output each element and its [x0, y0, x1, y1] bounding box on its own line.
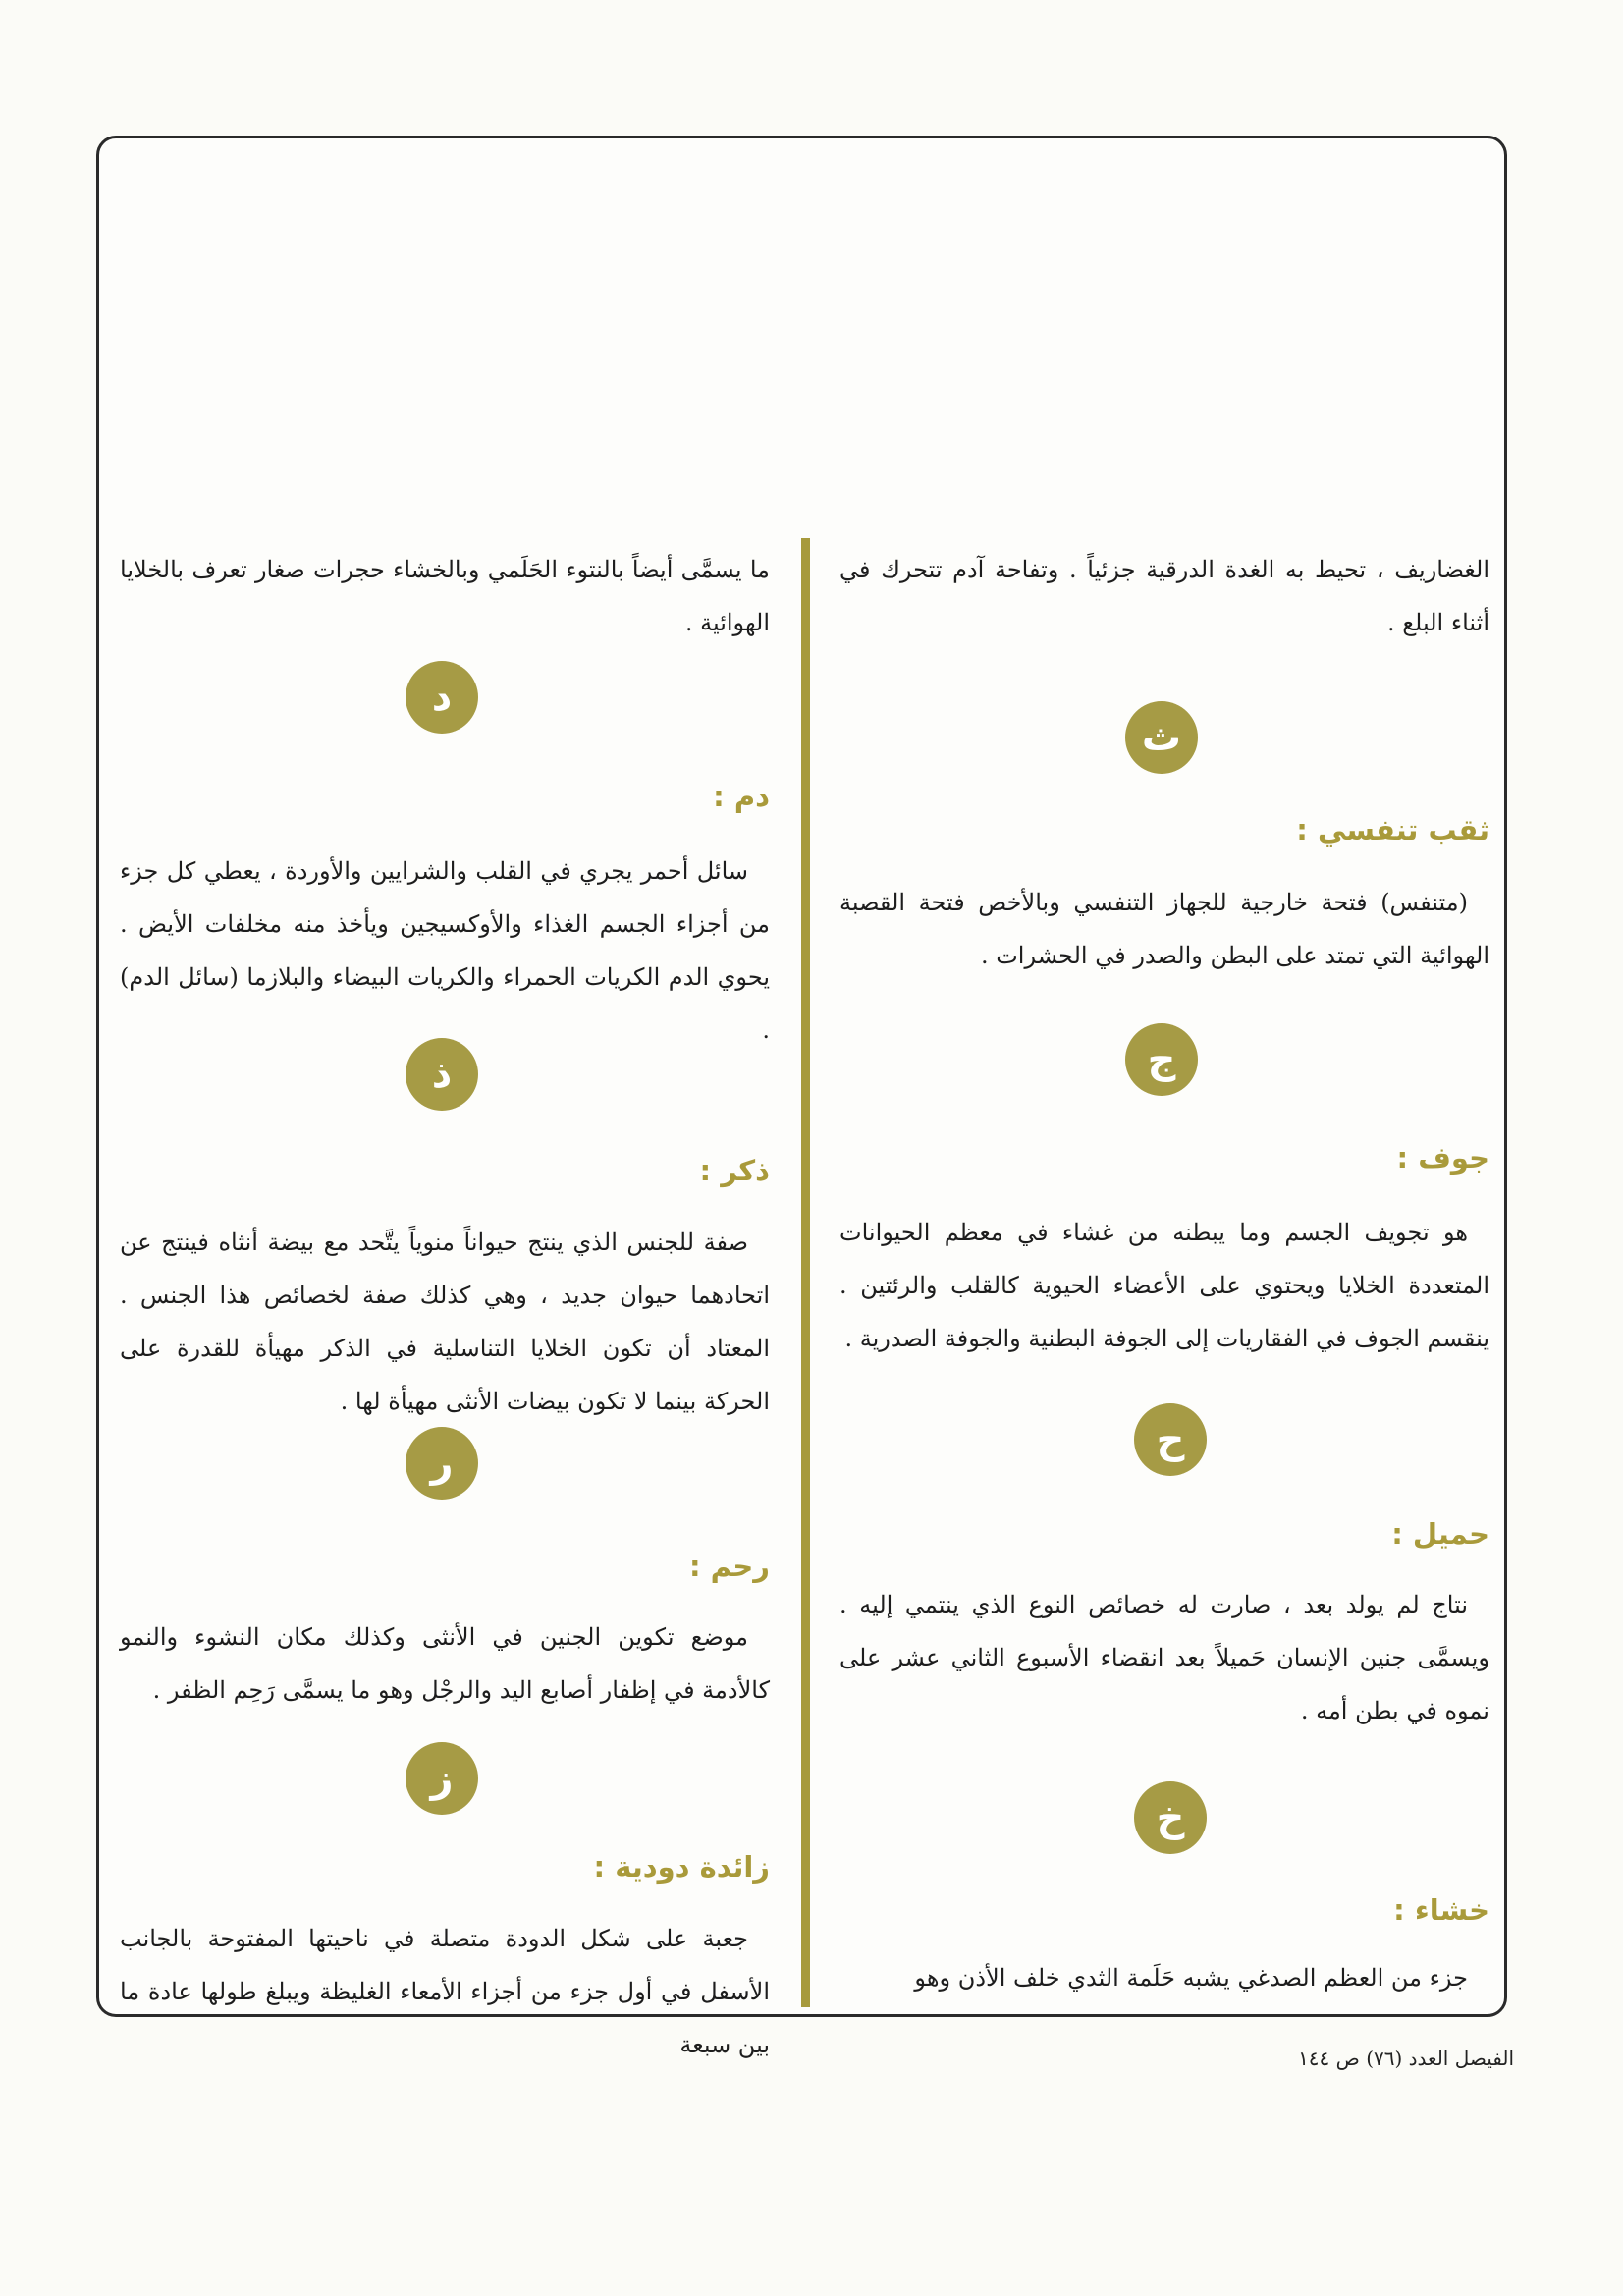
- paragraph: صفة للجنس الذي ينتج حيواناً منوياً يتَّحد مع بيضة أنثاه فينتج عن اتحادهما حيوان جديد ، وهي كذلك صفة لخصائص هذا الجنس . المعتاد أن تكون الخلايا التناسلية في الذكر مهيأة للقدرة على الحركة بينما لا تكون بيضات الأنثى مهيأة لها .: [120, 1229, 770, 1415]
- letter-badge: ر: [406, 1427, 478, 1500]
- entry-heading: جوف :: [1396, 1141, 1489, 1175]
- entry-heading: ذكر :: [699, 1154, 770, 1187]
- paragraph: (متنفس) فتحة خارجية للجهاز التنفسي وبالأخص فتحة القصبة الهوائية التي تمتد على البطن والصدر في الحشرات .: [839, 889, 1489, 969]
- page-footer: الفيصل العدد (٧٦) ص ١٤٤: [1298, 2047, 1514, 2070]
- letter-badge: خ: [1134, 1781, 1207, 1854]
- entry-heading: رحم :: [688, 1550, 770, 1583]
- entry-heading: ثقب تنفسي :: [1296, 813, 1489, 847]
- paragraph: سائل أحمر يجري في القلب والشرايين والأوردة ، يعطي كل جزء من أجزاء الجسم الغذاء والأوكسيجين ويأخذ منه مخلفات الأيض . يحوي الدم الكريات الحمراء والكريات البيضاء والبلازما (سائل الدم) .: [120, 857, 770, 1044]
- paragraph: الغضاريف ، تحيط به الغدة الدرقية جزئياً . وتفاحة آدم تتحرك في أثناء البلع .: [839, 556, 1489, 636]
- paragraph: جزء من العظم الصدغي يشبه حَلَمة الثدي خلف الأذن وهو: [914, 1964, 1468, 1992]
- paragraph: جعبة على شكل الدودة متصلة في ناحيتها المفتوحة بالجانب الأسفل في أول جزء من أجزاء الأمعاء الغليظة ويبلغ طولها عادة ما بين سبعة: [120, 1925, 770, 2058]
- letter-badge: د: [406, 661, 478, 734]
- entry-heading: خشاء :: [1393, 1893, 1489, 1927]
- letter-badge: ث: [1125, 701, 1198, 774]
- entry-heading: حميل :: [1391, 1517, 1489, 1551]
- paragraph: نتاج لم يولد بعد ، صارت له خصائص النوع الذي ينتمي إليه . ويسمَّى جنين الإنسان حَميلاً بعد انقضاء الأسبوع الثاني عشر على نموه في بطن أمه .: [839, 1591, 1489, 1724]
- letter-badge: ز: [406, 1742, 478, 1815]
- column-divider: [801, 538, 810, 2007]
- paragraph: موضع تكوين الجنين في الأنثى وكذلك مكان النشوء والنمو كالأدمة في إظفار أصابع اليد والرجْل وهو ما يسمَّى رَحِم الظفر .: [120, 1623, 770, 1704]
- entry-heading: دم :: [713, 780, 770, 813]
- entry-heading: زائدة دودية :: [593, 1850, 770, 1884]
- letter-badge: ذ: [406, 1038, 478, 1111]
- paragraph: ما يسمَّى أيضاً بالنتوء الحَلَمي وبالخشاء حجرات صغار تعرف بالخلايا الهوائية .: [120, 556, 770, 636]
- paragraph: هو تجويف الجسم وما يبطنه من غشاء في معظم الحيوانات المتعددة الخلايا ويحتوي على الأعضاء الحيوية كالقلب والرئتين . ينقسم الجوف في الفقاريات إلى الجوفة البطنية والجوفة الصدرية .: [839, 1219, 1489, 1352]
- letter-badge: ج: [1125, 1023, 1198, 1096]
- letter-badge: ح: [1134, 1403, 1207, 1476]
